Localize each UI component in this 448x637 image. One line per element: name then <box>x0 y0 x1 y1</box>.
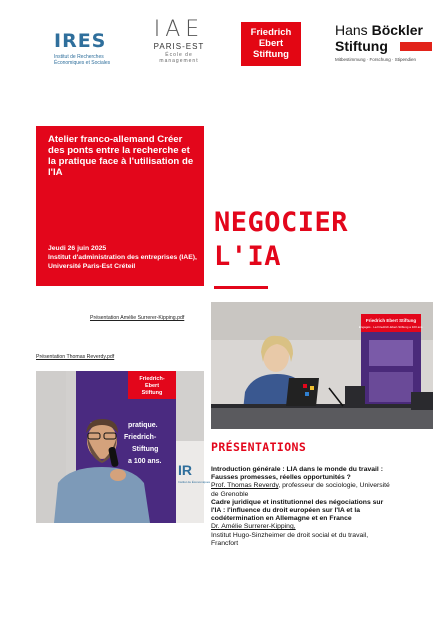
banner-thomas-line-3: Stiftung <box>141 390 163 396</box>
presentations-list <box>211 466 391 548</box>
ires-logo <box>54 30 134 68</box>
event-venue: Institut d'administration des entreprises (IAE), Université Paris-Est Créteil <box>48 254 197 270</box>
link-presentation-amelie[interactable]: Présentation Amélie Surrerer-Kipping.pdf <box>90 315 185 321</box>
ires-logo-mark: IRES <box>54 30 107 52</box>
page-title <box>214 206 348 274</box>
link-presentation-thomas[interactable]: Présentation Thomas Reverdy.pdf <box>36 354 115 360</box>
slogan-thomas-4: Stiftung <box>132 446 159 453</box>
iae-logo-line-3: management <box>159 58 199 64</box>
fes-logo <box>241 22 301 66</box>
speaker-affiliation: Institut Hugo-Sinzheimer de droit social et du travail, Francfort <box>211 531 369 547</box>
presentation-item <box>211 466 391 499</box>
presentation-title: Cadre juridique et institutionnel des négociations sur l'IA : l'influence du droit européen sur l'IA et la codétermination en Allemagne et en France <box>211 498 384 523</box>
photo-amelie-illustration <box>211 302 433 429</box>
banner-fes-text: Friedrich Ebert Stiftung <box>365 318 417 323</box>
iae-logo-city: PARIS-EST <box>153 42 205 51</box>
photo-thomas-illustration <box>36 371 211 523</box>
hbs-logo-stiftung: Stiftung <box>335 38 388 54</box>
presentation-item <box>211 499 391 548</box>
hbs-logo-surname: Böckler <box>371 22 423 38</box>
atelier-title: Atelier franco-allemand Créer des ponts entre la recherche et la pratique face à l'utilisation de l'IA <box>48 134 194 178</box>
slogan-thomas-3: Friedrich- <box>124 434 157 441</box>
hbs-logo-line-2 <box>335 38 439 54</box>
event-date: Jeudi 26 juin 2025 <box>48 245 107 252</box>
banner-thomas-line-2: Ebert <box>144 383 160 389</box>
slogan-thomas-5: a 100 ans. <box>128 458 162 465</box>
speaker-link-thomas-reverdy[interactable]: Prof. Thomas Reverdy <box>211 482 279 490</box>
slogan-thomas-2: pratique. <box>128 422 158 429</box>
ires-tagline-line-2: Économiques et Sociales <box>54 60 111 66</box>
fes-logo-line-2: Ebert <box>258 38 284 49</box>
presentation-speaker-line <box>211 523 391 531</box>
hbs-logo-tagline: Mitbestimmung · Forschung · Stipendien <box>335 57 417 62</box>
presentation-title: Introduction générale : LIA dans le monde du travail : Fausses promesses, réelles opportunités ? <box>211 466 383 482</box>
iae-logo <box>151 18 207 70</box>
hbs-logo-name: Hans <box>335 22 372 38</box>
ires-tagline-line-1: Institut de Recherches <box>54 54 104 60</box>
fes-logo-line-3: Stiftung <box>253 49 289 60</box>
event-info <box>48 244 200 271</box>
ires-logo-tagline <box>54 54 110 66</box>
presentations-heading: PRÉSENTATIONS <box>211 440 307 454</box>
speaker-link-amelie-surrerer-kipping[interactable]: Dr. Amélie Surrerer-Kipping, <box>211 523 296 531</box>
hbs-logo-line-1 <box>335 22 439 38</box>
banner-ires-text: IR <box>178 462 192 478</box>
iae-logo-line-2: École de <box>165 52 193 58</box>
presentation-speaker-line <box>211 482 391 498</box>
photo-thomas-reverdy <box>36 371 211 523</box>
hbs-logo-red-bar <box>400 42 432 51</box>
page-title-line-2: L'IA <box>214 241 282 272</box>
speaker-affiliation: , professeur de sociologie, Université de Grenoble <box>211 482 390 498</box>
banner-ires-sub: Institut de Économiques <box>178 480 211 484</box>
banner-slogan-text: Engagés · La Friedrich-Ebert-Stiftung a 100 ans. <box>358 325 424 329</box>
title-underline <box>214 286 268 289</box>
hbs-logo <box>335 22 439 66</box>
photo-amelie-surrerer-kipping <box>211 302 433 429</box>
banner-thomas-line-1: Friedrich- <box>139 376 165 382</box>
page-title-line-1: NEGOCIER <box>214 207 349 238</box>
event-header-box <box>36 126 204 286</box>
fes-logo-line-1: Friedrich <box>250 27 292 38</box>
iae-logo-mark: IAE <box>153 17 205 42</box>
